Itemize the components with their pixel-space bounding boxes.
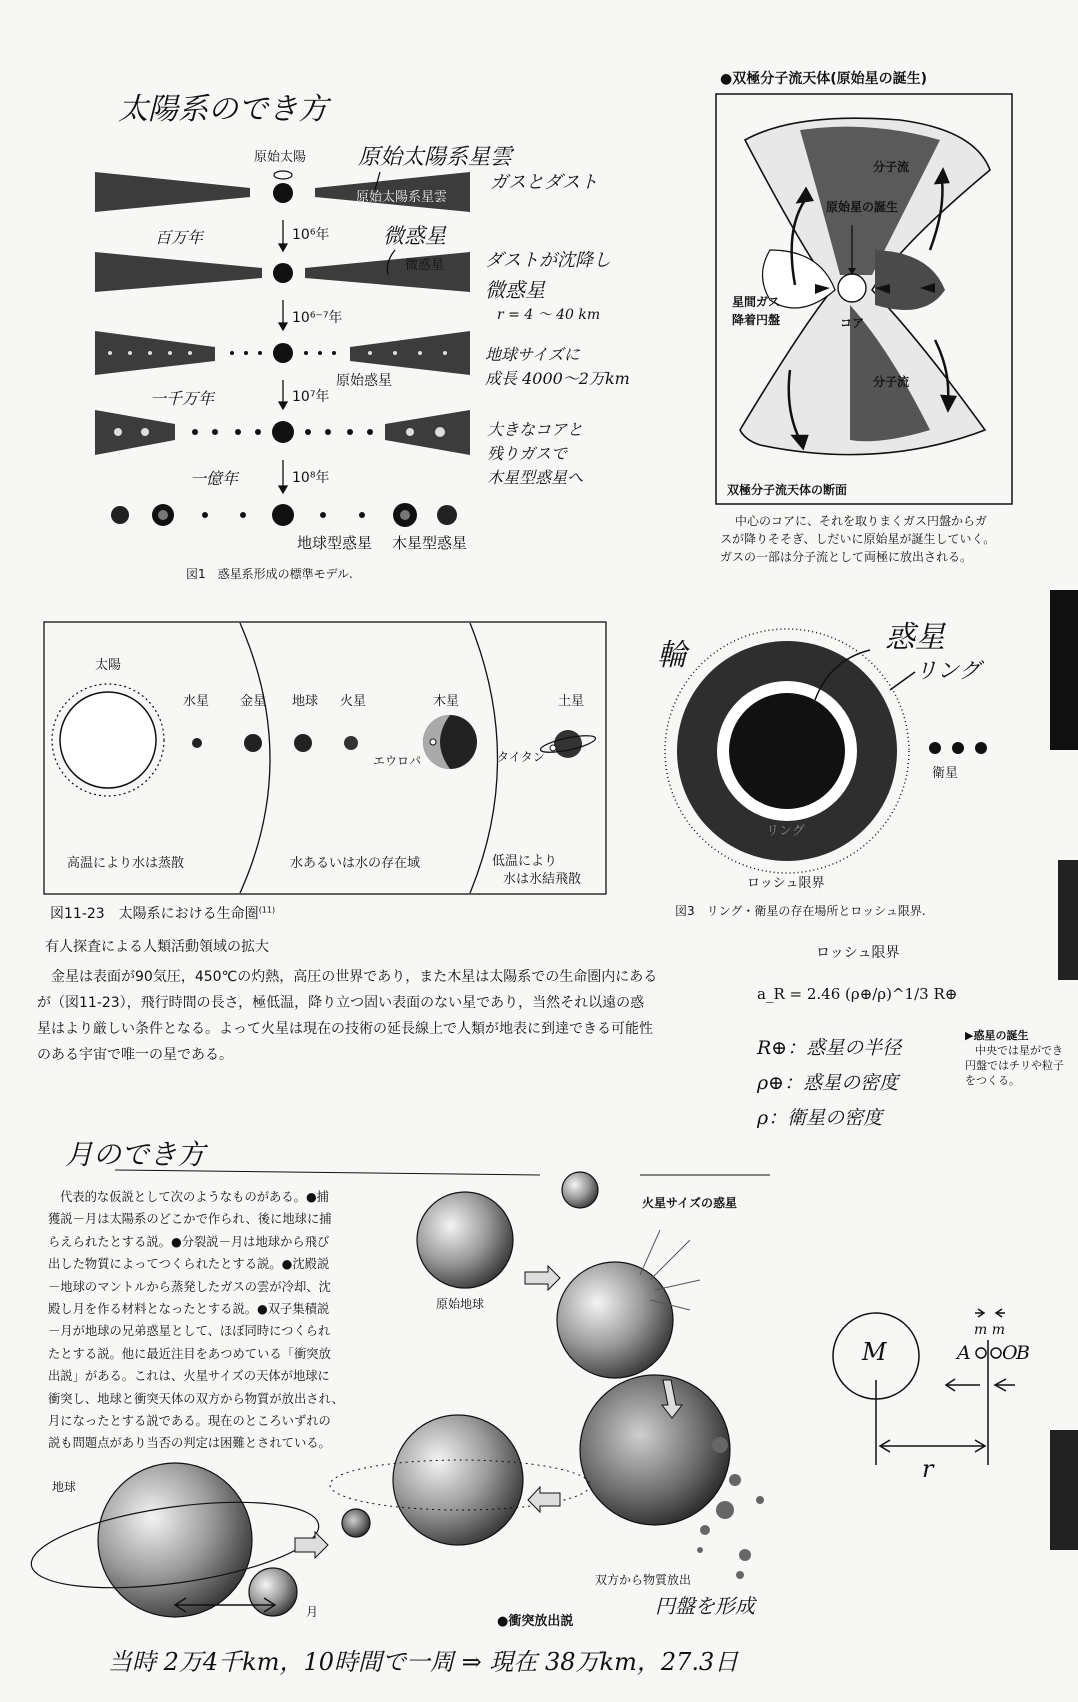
tidal-b-label: B	[1016, 1342, 1030, 1364]
jupiter-label: 木星	[433, 694, 460, 709]
outflow-bottom-label: 分子流	[873, 375, 910, 389]
bipolar-desc-1: 中心のコアに、それを取りまくガス円盤からガ	[735, 514, 988, 528]
terrestrial-label: 地球型惑星	[297, 534, 373, 552]
roche-def-1: R⊕：惑星の半径	[757, 1037, 902, 1059]
zone-hot-label: 高温により水は蒸散	[67, 856, 185, 871]
side-note-line: 円盤ではチリや粒子	[965, 1059, 1064, 1072]
moon-line: 出説」がある。これは、火星サイズの天体が地球に	[48, 1369, 330, 1384]
planetesimal-label: 微惑星	[405, 258, 445, 273]
note4-line2: 残りガスで	[487, 444, 568, 463]
side-note-line: をつくる。	[965, 1074, 1020, 1087]
moon-line: 獲説－月は太陽系のどこかで作られ、後に地球に捕	[48, 1212, 332, 1227]
ring-hw-title: 輪	[657, 638, 687, 673]
zone-water-label: 水あるいは水の存在域	[290, 856, 421, 871]
note3-line1: 地球サイズに	[485, 345, 580, 364]
planet-row	[111, 503, 457, 527]
titan-label: タイタン	[497, 750, 545, 764]
step2-label: 10⁶⁻⁷年	[292, 310, 343, 326]
moon-hw-title: 月のでき方	[65, 1138, 206, 1171]
tidal-o-label: O	[1002, 1342, 1018, 1364]
note4-line3: 木星型惑星へ	[487, 468, 584, 487]
roche-label: ロッシュ限界	[747, 876, 825, 891]
birth-label: 原始星の誕生	[826, 200, 899, 214]
venus-label: 金星	[240, 694, 267, 709]
step3-label: 10⁷年	[292, 389, 330, 405]
tidal-a-label: A	[957, 1342, 971, 1364]
note3-line2: 成長 4000～2万km	[485, 369, 630, 388]
tidal-m-label: M	[862, 1338, 887, 1366]
disk-label-line1: 星間ガス	[732, 295, 781, 309]
lifezone-caption-ref: (11)	[258, 905, 276, 915]
exploration-line: のある宇宙で唯一の星である。	[37, 1047, 233, 1063]
moon-line: 出した物質によってつくられたとする説。●沈殿説	[48, 1257, 330, 1272]
moon-label: 月	[306, 1605, 319, 1619]
satellite-label: 衛星	[932, 766, 959, 781]
fig1-handwritten-title: 太陽系のでき方	[118, 92, 328, 127]
earth-label-moon: 地球	[52, 1480, 77, 1494]
proto-nebula-handwritten: 原始太陽系星雲	[358, 145, 513, 170]
note2-line3: r = 4 ～ 40 km	[497, 307, 601, 323]
earth-label: 地球	[292, 694, 319, 709]
roche-def-2: ρ⊕：惑星の密度	[757, 1072, 899, 1094]
side-note-title: ▶惑星の誕生	[965, 1029, 1029, 1042]
zone-cold-line1: 低温により	[492, 854, 558, 869]
side-note	[965, 1028, 1075, 1088]
bipolar-title: ●双極分子流天体(原始星の誕生)	[720, 71, 928, 87]
proto-earth-label: 原始地球	[436, 1297, 485, 1311]
roche-formula: a_R = 2.46 (ρ⊕/ρ)^1/3 R⊕	[757, 985, 958, 1003]
fig1-caption: 図1 惑星系形成の標準モデル.	[186, 567, 353, 581]
ring-caption: 図3 リング・衛星の存在場所とロッシュ限界.	[675, 904, 926, 918]
sun-label: 太陽	[95, 658, 122, 673]
lifezone-caption: 図11-23 太陽系における生命圏$^{(11)}$	[50, 905, 276, 922]
step4-label: 10⁸年	[292, 470, 330, 486]
mars-size-label: 火星サイズの惑星	[642, 1196, 738, 1210]
europa-label: エウロパ	[373, 754, 422, 768]
step3-handwritten: 一千万年	[150, 389, 215, 408]
gas-dust-note: ガスとダスト	[490, 172, 598, 193]
roche-formula-title: ロッシュ限界	[816, 945, 900, 961]
moon-line: 殿し月を作る材料となったとする説。●双子集積説	[48, 1302, 330, 1317]
protoplanet-label: 原始惑星	[336, 373, 392, 389]
moon-body	[48, 1186, 423, 1455]
step4-handwritten: 一億年	[190, 469, 239, 488]
exploration-heading: 有人探査による人類活動領域の拡大	[45, 939, 269, 955]
mercury-label: 水星	[183, 694, 210, 709]
moon-line: 説も問題点があり当否の判定は困難とされている。	[48, 1436, 331, 1451]
planetesimal-handwritten: 微惑星	[383, 224, 446, 248]
exploration-line: 星はより厳しい条件となる。よって火星は現在の技術の延長線上で人類が地表に到達できる可能性	[37, 1021, 653, 1037]
note4-line1: 大きなコアと	[487, 420, 584, 439]
saturn-label: 土星	[558, 694, 585, 709]
bipolar-desc-3: ガスの一部は分子流として両極に放出される。	[720, 550, 973, 564]
exploration-line: が（図11-23），飛行時間の長さ，極低温，降り立つ固い表面のない星であり，当然それ以遠の惑	[37, 995, 645, 1011]
note2-line2: 微惑星	[485, 278, 545, 302]
bipolar-outflow-shape	[740, 118, 990, 454]
bottom-handwritten-note: 当時 2万4千km，10時間で一周 ⇒ 現在 38万km，27.3日	[108, 1648, 739, 1676]
moon-line: らえられたとする説。●分裂説－月は地球から飛び	[48, 1234, 330, 1249]
note2-line1: ダストが沈降し	[485, 250, 611, 271]
side-note-line: 中央では星ができ	[975, 1044, 1063, 1057]
roche-def-3: ρ：衛星の密度	[757, 1107, 883, 1129]
zone-cold-line2: 水は氷結飛散	[503, 872, 582, 887]
step1-label: 10⁶年	[292, 227, 330, 243]
moon-line: 月になったとする説である。現在のところいずれの	[48, 1414, 331, 1429]
ring-hw-planet: 惑星	[885, 620, 945, 655]
ejecta-label: 双方から物質放出	[595, 1573, 692, 1587]
jovian-label: 木星型惑星	[392, 534, 468, 552]
proto-nebula-label: 原始太陽系星雲	[356, 190, 448, 205]
disk-label-line2: 降着円盤	[732, 313, 781, 327]
disk-formation-note: 円盤を形成	[655, 1594, 755, 1618]
ring-hw-ring: リング	[915, 659, 981, 684]
tidal-r-label: r	[922, 1455, 934, 1483]
moon-line: たとする説。他に最近注目をあつめている「衝突放	[48, 1346, 331, 1361]
tidal-mm-label: m m	[974, 1322, 1006, 1338]
section-label: 双極分子流天体の断面	[727, 483, 848, 497]
sun-drawing	[52, 684, 164, 796]
core-label: コア	[840, 316, 865, 330]
moon-line: －月が地球の兄弟惑星として、ほぼ同時につくられ	[48, 1324, 331, 1339]
bipolar-desc-2: スが降りそそぎ、しだいに原始星が誕生していく。	[720, 532, 996, 546]
proto-sun-label: 原始太陽	[254, 150, 307, 165]
outflow-top-label: 分子流	[873, 160, 910, 174]
exploration-body	[37, 964, 737, 1068]
step1-handwritten: 百万年	[155, 228, 204, 247]
moon-line: 代表的な仮説として次のようなものがある。●捕	[60, 1190, 329, 1204]
exploration-line: 金星は表面が90気圧，450℃の灼熱，高圧の世界であり，また木星は太陽系での生命圏内にある	[51, 969, 658, 985]
ring-label: リング	[766, 824, 805, 839]
mars-label: 火星	[340, 694, 367, 709]
impact-theory-label: ●衝突放出説	[497, 1614, 574, 1629]
moon-line: 衝突し、地球と衝突天体の双方から物質が放出され、	[48, 1391, 344, 1406]
moon-line: －地球のマントルから蒸発したガスの雲が冷却、沈	[48, 1279, 331, 1294]
